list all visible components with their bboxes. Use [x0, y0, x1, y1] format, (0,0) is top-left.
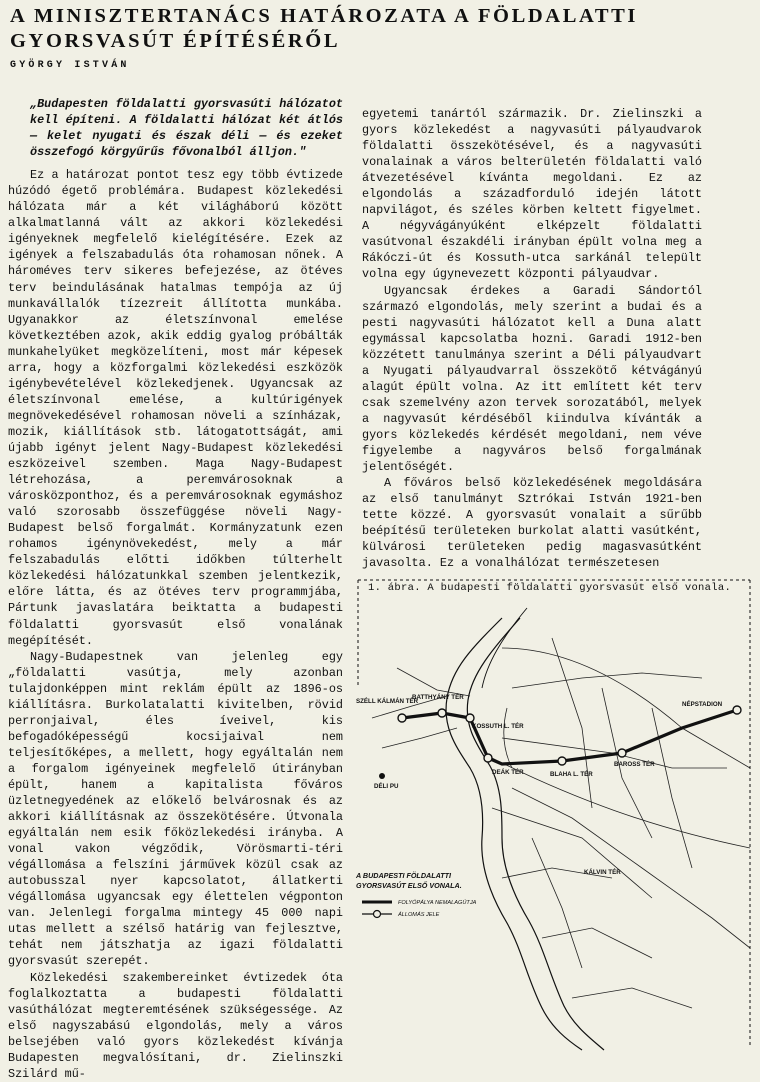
label-kalvin: KÁLVIN TÉR [584, 869, 621, 876]
metro-map [352, 578, 756, 1051]
paragraph: A főváros belső közlekedésének megoldására az első tanulmányt Sztrókai István 1921-ben tette közzé. A gyorsvasút vonalait a sűrűbb beépítésű területeken burkolat alatti vasútként, külvárosi területeken pedig magasvasútként javasolta. Ez a vonalhálózat természetesen [362, 476, 702, 571]
label-kossuth: KOSSUTH L. TÉR [472, 723, 524, 730]
paragraph: egyetemi tanártól származik. Dr. Zielinszki a gyors közlekedést a nagyvasúti pályaudvarok földalatti összekötésével, és a nagyvasúti vonalainak a város belterületén földalatti való átvezetésével kívánta megoldani. Ez az elgondolás a századforduló idején látott napvilágot, és széles körben keltett figyelmet. A négyvágányúként elképzelt földalatti vasútvonal északdéli irányban épült volna meg a Rákóczi-út és Kossuth-utca sarkánál települt volna egy úgynevezett központi pályaudvar. [362, 107, 702, 282]
label-blaha: BLAHA L. TÉR [550, 771, 593, 778]
article-lead: „Budapesten földalatti gyorsvasúti hálózatot kell építeni. A földalatti hálózat két átlós — kelet nyugati és észak déli — és ezeket összefogó körgyűrűs fővonalból álljon." [30, 97, 343, 160]
paragraph: Közlekedési szakembereinket évtizedek óta foglalkoztatta a budapesti földalatti vasúthálózat megteremtésének szükségessége. Az első nagyszabású elgondolás, mely a város belsejében való gyors közlekedést kívánja Budapesten megvalósítani, dr. Zielinszki Szilárd mű- [8, 970, 343, 1081]
station-marker-nepstadion [733, 706, 741, 714]
legend-line-label: FOLYÓPÁLYA NEMALAGÚTJA [398, 900, 477, 906]
label-baross: BAROSS TÉR [614, 761, 655, 768]
label-szell: SZÉLL KÁLMÁN TÉR [356, 698, 419, 705]
paragraph: Ugyancsak érdekes a Garadi Sándortól származó elgondolás, mely szerint a budai és a pesti nagyvasúti hálózatot kell a Duna alatt egymással kapcsolatba hozni. Garadi 1912-ben közzétett tanulmánya szerint a Déli pályaudvart a Nyugati pályaudvarral összekötő kétvágányú alagút épült volna. Az itt említett két terv csak szemelvény azon tervek sorozatából, melyek a nagyvasút kérdéséből kiindulva kívánták a gyors közlekedés kérdését megoldani, nem véve figyelembe a nagyváros belső forgalmának jelentőségét. [362, 283, 702, 475]
danube-east-bank [467, 618, 604, 1050]
metro-map-figure [348, 578, 760, 1051]
station-marker-baross [618, 749, 626, 757]
station-marker-batthyany [438, 709, 446, 717]
legend-station-label: ÁLLOMÁS JELE [398, 912, 440, 918]
paragraph: Nagy-Budapestnek van jelenleg egy „földalatti vasútja, mely azonban tulajdonképpen mint reklám épült az 1896-os kiállításra. Burkolatalatti kivitelben, rövid perronjaival, éles íveivel, kis befogadóképességű kocsijaival nem teljesítőképes, a mellett, hogy egyáltalán nem a forgalom igényeinek megfelelő útirányban épült, hanem a kapitalista főváros üzletnegyedének az előkelő belvárosnak és az akkori kiállításnak az összekötésére. Útvonala egyáltalán nem esik főközlekedési irányba. A vonal vakon végződik, Vörösmarti-téri végállomása a felszíni járművek közül csak az autobusszal nyer kapcsolatot, állatkerti végállomása ugyancsak egy élettelen végponton van. Jelenlegi forgalma mintegy 45 000 napi utas mellett a szélső határig van fejlesztve, tehát nem játszhatja az igazi földalatti gyorsvasút szerepét. [8, 649, 343, 969]
label-nepstadion: NÉPSTADION [682, 701, 723, 708]
paragraph: Ez a határozat pontot tesz egy több évtizede húzódó égető problémára. Budapest közlekedési hálózata már a két világháború között alkalmatlanná vált az akkori közlekedési igényeknek megfelelő kielégítésére. Ezek az igények a felszabadulás óta rohamosan nőnek. A hároméves terv sikeres befejezése, az ötéves terv beindulásának hatalmas tempója az új munkavállalók tízezreit állította munkába. Ugyanakkor az életszínvonal emelése következtében azok, akik eddig gyalog próbálták munkahelyüket megközelíteni, most már képesek arra, hogy a közforgalmi közlekedési eszközök igénybevételével közlekedjenek. Ugyancsak az életszínvonal emelése, a kultúrigények megnövekedésével rohamosan növeli a színházak, mozik, kiállítások stb. látogatottságát, ami újabb igényt jelent Nagy-Budapest közlekedési eszközeivel szemben. Maga Nagy-Budapest létrehozása, a peremvárosoknak a városközponthoz, és a peremvárosoknak egymáshoz való szorosabb összefüggése növeli Nagy-Budapest belső forgalmát. Kormányzatunk ezen rohamos igénynövekedést, mely a már felszabadulás előtti időkben túlterhelt közlekedési hálózatunkkal szemben jelentkezik, előre látta, és az ötéves terv programmjába, Pártunk javaslatára beiktatta a budapesti földalatti gyorsvasút első vonalának megépítését. [8, 168, 343, 648]
label-batthyany: BATTHYÁNY TÉR [412, 694, 464, 701]
right-column [362, 106, 702, 571]
article-byline: GYÖRGY ISTVÁN [10, 60, 130, 71]
station-marker-szell [398, 714, 406, 722]
figure-caption: 1. ábra. A budapesti földalatti gyorsvasút első vonala. [368, 582, 732, 594]
station-marker-deak [484, 754, 492, 762]
legend-station-swatch [374, 911, 381, 918]
station-marker-deli [379, 773, 385, 779]
label-deak: DEÁK TÉR [492, 769, 524, 776]
station-marker-kossuth [466, 714, 474, 722]
legend-title-1: A BUDAPESTI FÖLDALATTI [356, 871, 452, 880]
station-marker-blaha [558, 757, 566, 765]
danube-west-bank [446, 618, 582, 1050]
left-column [8, 96, 343, 1082]
article-headline: A MINISZTERTANÁCS HATÁROZATA A FÖLDALATTI GYORSVASÚT ÉPÍTÉSÉRŐL [10, 5, 638, 52]
legend-title-2: GYORSVASÚT ELSŐ VONALA. [356, 881, 462, 890]
label-deli: DÉLI PU [374, 783, 399, 790]
